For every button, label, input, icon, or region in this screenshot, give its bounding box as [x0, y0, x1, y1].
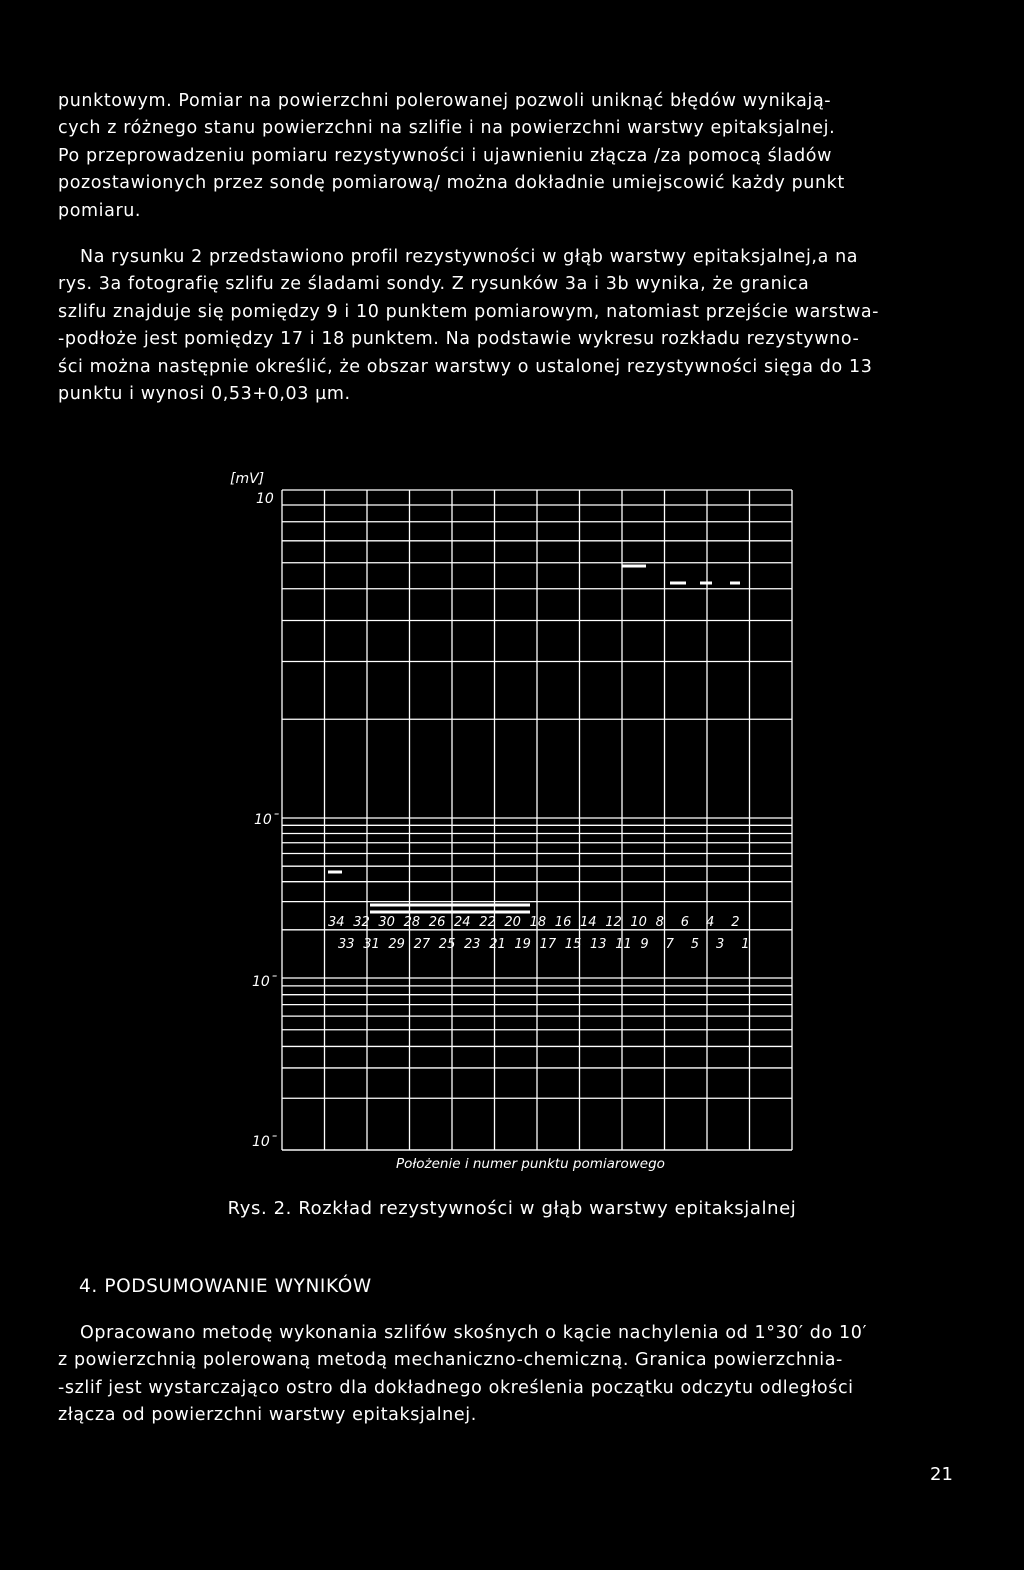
text-line: z powierzchnią polerowaną metodą mechaniczno-chemiczną. Granica powierzchnia-: [58, 1350, 843, 1371]
point-number-label: 25: [438, 937, 456, 952]
point-number-label: 31: [363, 937, 380, 952]
point-number-label: 14: [580, 915, 597, 930]
point-number-label: 11: [615, 937, 632, 952]
y-tick-label: 10¯: [252, 1134, 277, 1150]
point-number-label: 15: [564, 937, 582, 952]
text-line: ści można następnie określić, że obszar warstwy o ustalonej rezystywności sięga do 13: [58, 356, 873, 377]
point-number-label: 6: [680, 915, 690, 930]
text-line: Opracowano metodę wykonania szlifów skośnych o kącie nachylenia od 1°30′ do 10′: [80, 1323, 868, 1343]
data-dashes: [328, 566, 740, 912]
point-number-label: 26: [428, 915, 446, 930]
y-unit-label: [mV]: [230, 471, 265, 487]
point-number-label: 34: [328, 915, 345, 930]
point-number-label: 29: [388, 937, 405, 952]
text-line: -szlif jest wystarczająco ostro dla dokładnego określenia początku odczytu odległości: [58, 1377, 854, 1398]
figure-caption: Rys. 2. Rozkład rezystywności w głąb warstwy epitaksjalnej: [227, 1198, 797, 1219]
point-number-label: 19: [514, 937, 531, 952]
point-number-label: 18: [529, 915, 547, 930]
point-number-label: 20: [504, 915, 521, 930]
text-line: punktu i wynosi 0,53+0,03 µm.: [58, 384, 351, 405]
point-number-label: 21: [489, 937, 506, 952]
point-number-label: 7: [665, 937, 674, 952]
point-number-label: 8: [655, 915, 664, 930]
paragraph-3: [58, 1320, 958, 1430]
point-number-label: 22: [479, 915, 496, 930]
point-number-label: 13: [590, 937, 607, 952]
text-line: złącza od powierzchni warstwy epitaksjalnej.: [58, 1405, 477, 1426]
y-tick-label: 10: [256, 491, 274, 507]
point-number-label: 28: [403, 915, 421, 930]
text-line: Po przeprowadzeniu pomiaru rezystywności i ujawnieniu złącza /za pomocą śladów: [58, 145, 833, 166]
point-number-label: 10: [630, 915, 647, 930]
point-number-label: 4: [706, 915, 715, 930]
text-line: -podłoże jest pomiędzy 17 i 18 punktem. Na podstawie wykresu rozkładu rezystywno-: [58, 329, 860, 350]
page-number: 21: [930, 1464, 953, 1485]
point-numbers-even: [328, 915, 739, 930]
point-number-label: 27: [413, 937, 431, 952]
point-number-label: 30: [378, 915, 395, 930]
y-tick-label: 10¯: [254, 812, 279, 828]
x-axis-label: Położenie i numer punktu pomiarowego: [396, 1156, 665, 1172]
point-number-label: 3: [716, 937, 725, 952]
point-number-label: 17: [539, 937, 557, 952]
point-number-label: 5: [690, 937, 700, 952]
text-line: cych z różnego stanu powierzchni na szlifie i na powierzchni warstwy epitaksjalnej.: [58, 118, 836, 139]
text-line: pomiaru.: [58, 200, 142, 221]
figure-grid: [282, 490, 792, 1150]
point-number-label: 1: [741, 937, 750, 952]
point-number-label: 33: [338, 937, 355, 952]
section-heading: 4. PODSUMOWANIE WYNIKÓW: [79, 1276, 372, 1297]
text-line: pozostawionych przez sondę pomiarową/ można dokładnie umiejscowić każdy punkt: [58, 173, 845, 194]
point-number-label: 2: [731, 915, 740, 930]
point-numbers-odd: [338, 937, 749, 952]
text-line: szlifu znajduje się pomiędzy 9 i 10 punktem pomiarowym, natomiast przejście warstwa-: [58, 301, 880, 322]
y-tick-label: 10¯: [252, 974, 277, 990]
point-number-label: 24: [454, 915, 471, 930]
point-number-label: 9: [640, 937, 649, 952]
point-number-label: 16: [554, 915, 572, 930]
point-number-label: 12: [605, 915, 622, 930]
point-number-label: 32: [353, 915, 370, 930]
text-line: Na rysunku 2 przedstawiono profil rezystywności w głąb warstwy epitaksjalnej,a na: [80, 247, 859, 267]
text-line: punktowym. Pomiar na powierzchni polerowanej pozwoli uniknąć błędów wynikają-: [58, 91, 832, 111]
point-number-label: 23: [464, 937, 481, 952]
text-line: rys. 3a fotografię szlifu ze śladami sondy. Z rysunków 3a i 3b wynika, że granica: [58, 274, 810, 295]
